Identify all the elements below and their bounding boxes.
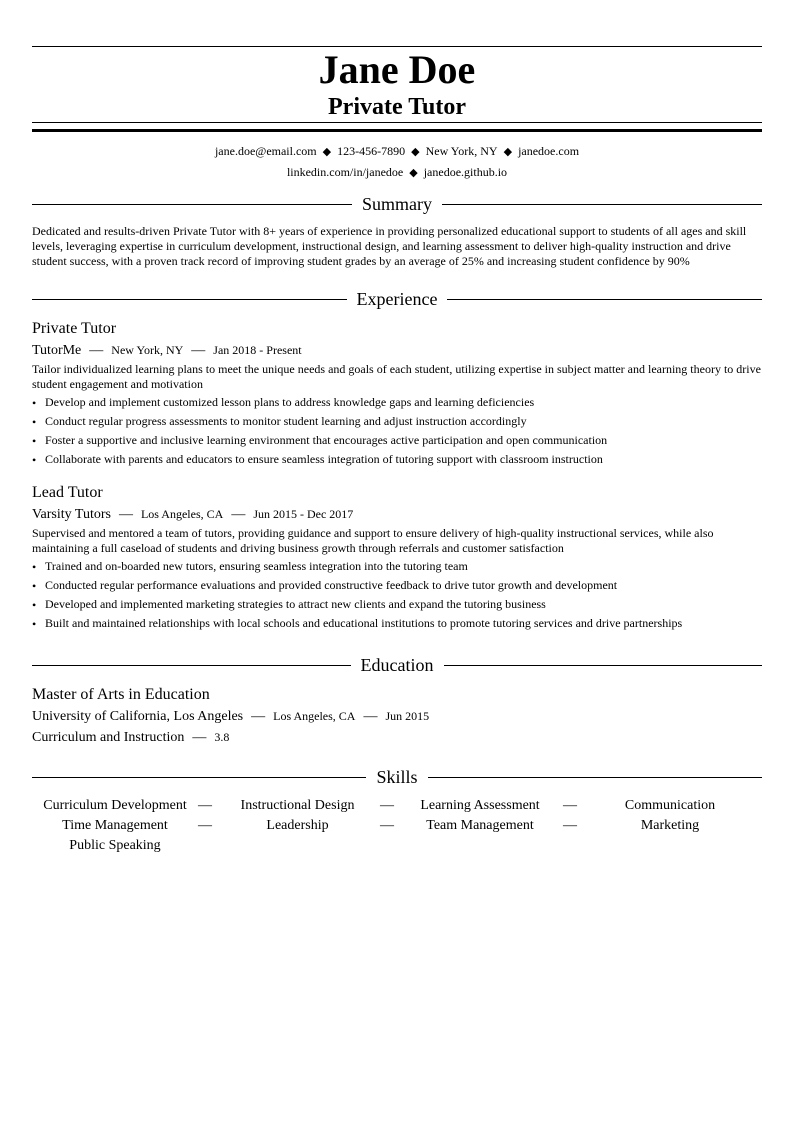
contact-line-2 <box>32 164 762 181</box>
job-company: TutorMe <box>32 343 82 358</box>
candidate-name: Jane Doe <box>318 47 476 92</box>
skill-item: Time Management <box>62 818 168 833</box>
diamond-separator-icon: ◆ <box>409 167 418 179</box>
job-bullets <box>32 559 762 631</box>
list-item: • Developed and implemented marketing strategies to attract new clients and expand the tutoring business <box>32 597 546 612</box>
job-location: New York, NY <box>111 343 184 357</box>
skill-divider: — <box>198 798 212 813</box>
skill-divider: — <box>563 798 577 813</box>
skills-title: Skills <box>376 767 418 787</box>
list-item: • Conducted regular performance evaluations and provided constructive feedback to drive tutor growth and development <box>32 578 618 593</box>
experience-title: Experience <box>356 289 438 309</box>
skill-item: Instructional Design <box>240 798 355 813</box>
skills-grid <box>32 796 762 856</box>
job-meta: Varsity Tutors — Los Angeles, CA — Jun 2015 - Dec 2017 <box>32 507 354 522</box>
bullet-icon: • <box>32 560 37 574</box>
job-entry <box>32 319 762 471</box>
skill-divider: — <box>380 798 394 813</box>
summary-title: Summary <box>362 194 432 214</box>
list-item: • Develop and implement customized lesson plans to address knowledge gaps and learning deficiencies <box>32 395 535 410</box>
bullet-icon: • <box>32 453 37 467</box>
job-description: Supervised and mentored a team of tutors, providing guidance and support to ensure delivery of high-quality instructional services, while also maintaining a full caseload of students and driving business growth through referrals and customer satisfaction <box>32 526 714 555</box>
skills-row <box>32 796 762 816</box>
graduation-date: Jun 2015 <box>385 709 430 723</box>
bullet-icon: • <box>32 579 37 593</box>
skills-heading <box>32 766 762 788</box>
bullet-icon: • <box>32 434 37 448</box>
skill-item: Communication <box>624 798 716 813</box>
list-item: • Collaborate with parents and educators to ensure seamless integration of tutoring support with classroom instruction <box>32 452 603 467</box>
job-title: Private Tutor <box>32 320 117 337</box>
school-location: Los Angeles, CA <box>273 709 356 723</box>
contact-linkedin[interactable]: linkedin.com/in/janedoe <box>286 165 404 179</box>
diamond-separator-icon: ◆ <box>503 146 513 158</box>
job-title: Lead Tutor <box>32 484 103 501</box>
job-bullets <box>32 395 762 467</box>
list-item: • Trained and on-boarded new tutors, ensuring seamless integration into the tutoring team <box>32 559 468 574</box>
contact-email[interactable]: jane.doe@email.com <box>214 144 317 158</box>
experience-heading <box>32 288 762 310</box>
summary-heading <box>32 193 762 215</box>
contact-github[interactable]: janedoe.github.io <box>423 165 508 179</box>
bullet-icon: • <box>32 598 37 612</box>
skill-item: Learning Assessment <box>420 798 540 813</box>
job-dates: Jan 2018 - Present <box>213 343 302 357</box>
contact-line-1 <box>32 143 762 160</box>
job-company: Varsity Tutors <box>32 507 111 522</box>
skills-row <box>32 836 762 856</box>
skill-item: Leadership <box>266 818 329 833</box>
skill-divider: — <box>198 818 212 833</box>
contact-website[interactable]: janedoe.com <box>518 144 580 158</box>
bullet-icon: • <box>32 396 37 410</box>
diamond-separator-icon: ◆ <box>411 146 420 158</box>
list-item: • Conduct regular progress assessments to monitor student learning and adjust instruction accordingly <box>32 414 527 429</box>
skill-divider: — <box>380 818 394 833</box>
contact-phone[interactable]: 123-456-7890 <box>337 144 406 158</box>
degree: Master of Arts in Education <box>32 686 210 703</box>
education-entry <box>32 685 762 747</box>
gpa: 3.8 <box>214 730 230 744</box>
bullet-icon: • <box>32 617 37 631</box>
field-of-study: Curriculum and Instruction <box>32 730 185 745</box>
job-meta: TutorMe — New York, NY — Jan 2018 - Present <box>32 343 302 358</box>
summary-text: Dedicated and results-driven Private Tutor with 8+ years of experience in providing personalized educational support to students of all ages and skill levels, leveraging expertise in curriculum development, instructional design, and learning assessment to deliver high-quality instruction and drive student success, with a proven track record of improving student grades by an average of 25% and increasing student confidence by 90% <box>32 224 747 268</box>
header-thick-rule <box>32 129 762 132</box>
list-item: • Built and maintained relationships with local schools and educational institutions to promote tutoring services and drive partnerships <box>32 616 683 631</box>
skill-item: Curriculum Development <box>43 798 187 813</box>
job-description: Tailor individualized learning plans to meet the unique needs and goals of each student, utilizing expertise in subject matter and learning theory to drive student engagement and motivation <box>32 362 761 391</box>
candidate-role: Private Tutor <box>328 94 466 120</box>
education-title: Education <box>360 655 434 675</box>
skills-row <box>32 816 762 836</box>
skill-item: Public Speaking <box>69 838 161 853</box>
list-item: • Foster a supportive and inclusive learning environment that encourages active participation and open communication <box>32 433 608 448</box>
school-name: University of California, Los Angeles <box>32 709 244 724</box>
job-dates: Jun 2015 - Dec 2017 <box>253 507 354 521</box>
field-row: Curriculum and Instruction — 3.8 <box>32 730 230 745</box>
education-heading <box>32 654 762 676</box>
bullet-icon: • <box>32 415 37 429</box>
job-entry <box>32 483 762 635</box>
job-location: Los Angeles, CA <box>140 507 224 521</box>
skill-item: Marketing <box>640 818 700 833</box>
skill-item: Team Management <box>426 818 534 833</box>
diamond-separator-icon: ◆ <box>322 146 332 158</box>
contact-location: New York, NY <box>425 144 498 158</box>
school-row: University of California, Los Angeles — Los Angeles, CA — Jun 2015 <box>32 709 430 724</box>
skill-divider: — <box>563 818 577 833</box>
header-thin-rule <box>32 122 762 123</box>
